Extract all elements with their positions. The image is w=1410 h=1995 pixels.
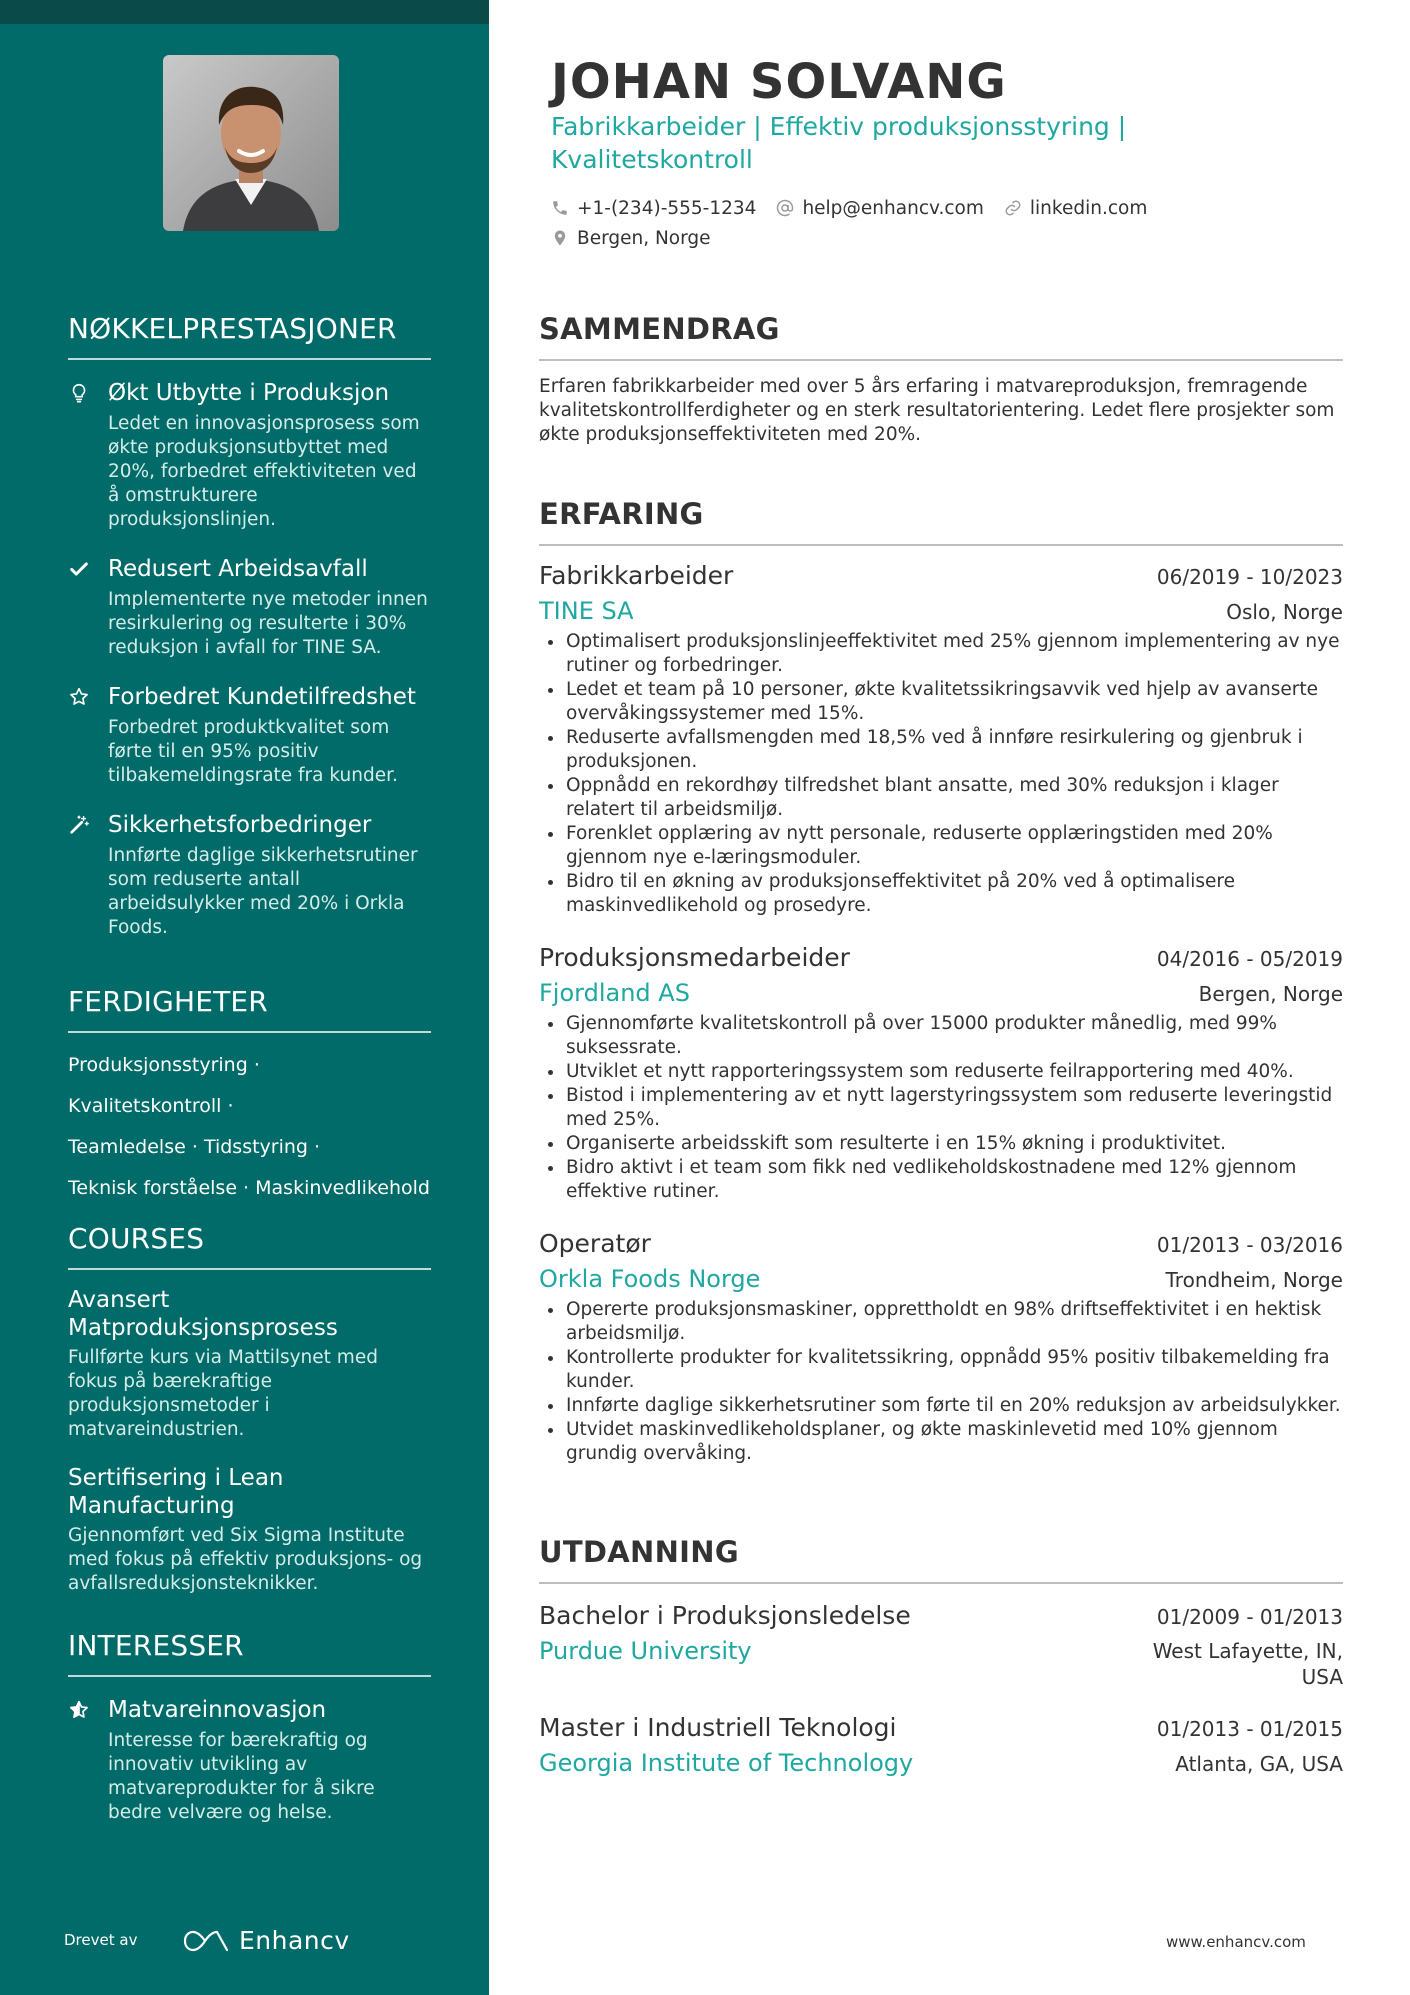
job-bullet: Oppnådd en rekordhøy tilfredshet blant ansatte, med 30% reduksjon i klager relatert til arbeidsmiljø. <box>539 774 1343 822</box>
achievement-desc: Forbedret produktkvalitet som førte til en 95% positiv tilbakemeldingsrate fra kunder. <box>108 717 398 786</box>
job-bullet: Forenklet opplæring av nytt personale, reduserte opplæringstiden med 20% gjennom nye e-læringsmoduler. <box>539 822 1343 870</box>
experience-heading: ERFARING <box>539 497 1343 546</box>
achievement-title: Redusert Arbeidsavfall <box>108 556 368 582</box>
skill-tag: Teknisk forståelse · <box>68 1177 256 1199</box>
education-dates: 01/2013 - 01/2015 <box>1156 1717 1343 1741</box>
courses-heading: COURSES <box>68 1222 431 1270</box>
job-bullet: Opererte produksjonsmaskiner, opprettholdt en 98% driftseffektivitet i en hektisk arbeidsmiljø. <box>539 1298 1343 1346</box>
job-bullet: Optimalisert produksjonslinjeeffektivitet med 25% gjennom implementering av nye rutiner og forbedringer. <box>539 630 1343 678</box>
job-bullets <box>539 630 1343 918</box>
job-location: Oslo, Norge <box>1226 600 1343 624</box>
job-dates: 04/2016 - 05/2019 <box>1156 947 1343 971</box>
job-bullets <box>539 1298 1343 1466</box>
enhancv-logo[interactable] <box>183 1926 350 1955</box>
enhancv-logo-icon <box>183 1929 229 1953</box>
job-title: Operatør <box>539 1229 651 1258</box>
profile-photo <box>163 55 339 231</box>
degree-title: Master i Industriell Teknologi <box>539 1713 897 1742</box>
course-title: Avansert Matproduksjonsprosess <box>68 1287 338 1341</box>
achievement-title: Sikkerhetsforbedringer <box>108 812 372 838</box>
job-bullet: Bidro til en økning av produksjonseffektivitet på 20% ved å optimalisere maskinvedlikehold og prosedyre. <box>539 870 1343 918</box>
interests-heading: INTERESSER <box>68 1629 431 1677</box>
job-bullet: Reduserte avfallsmengden med 18,5% ved å innføre resirkulering og gjenbruk i produksjonen. <box>539 726 1343 774</box>
skill-tag: Teamledelse · <box>68 1136 204 1158</box>
achievement-item <box>68 682 431 788</box>
education-section <box>539 1535 1343 1780</box>
job-dates: 06/2019 - 10/2023 <box>1156 565 1343 589</box>
job-bullet: Utviklet et nytt rapporteringssystem som reduserte feilrapportering med 40%. <box>539 1060 1343 1084</box>
website-link[interactable]: www.enhancv.com <box>1166 1933 1306 1951</box>
education-entry <box>539 1710 1343 1780</box>
job-title: Produksjonsmedarbeider <box>539 943 850 972</box>
interest-item <box>68 1695 431 1825</box>
achievement-item <box>68 378 431 532</box>
job-company: TINE SA <box>539 597 634 625</box>
powered-by-label: Drevet av <box>64 1931 138 1949</box>
job-location: Bergen, Norge <box>1198 982 1343 1006</box>
achievement-title: Økt Utbytte i Produksjon <box>108 380 390 406</box>
job-bullet: Kontrollerte produkter for kvalitetssikring, oppnådd 95% positiv tilbakemelding fra kunder. <box>539 1346 1343 1394</box>
course-desc: Fullførte kurs via Mattilsynet med fokus på bærekraftige produksjonsmetoder i matvareindustrien. <box>68 1347 378 1440</box>
interests-section <box>68 1629 431 1825</box>
job-title: Fabrikkarbeider <box>539 561 734 590</box>
summary-section <box>539 312 1343 447</box>
education-heading: UTDANNING <box>539 1535 1343 1584</box>
job-entry <box>539 558 1343 918</box>
course-item <box>68 1286 431 1442</box>
job-bullet: Innførte daglige sikkerhetsrutiner som førte til en 20% reduksjon av arbeidsulykker. <box>539 1394 1343 1418</box>
job-bullet: Ledet et team på 10 personer, økte kvalitetssikringsavvik ved hjelp av avanserte overvåkingssystemer med 15%. <box>539 678 1343 726</box>
contact-info <box>551 193 1251 253</box>
course-item <box>68 1464 431 1596</box>
checkmark-icon <box>68 554 108 660</box>
achievement-item <box>68 810 431 940</box>
contact-linkedin[interactable]: linkedin.com <box>1004 198 1147 219</box>
interest-desc: Interesse for bærekraftig og innovativ utvikling av matvareprodukter for å sikre bedre velvære og helse. <box>108 1730 375 1823</box>
course-desc: Gjennomført ved Six Sigma Institute med fokus på effektiv produksjons- og avfallsreduksjonsteknikker. <box>68 1525 423 1594</box>
education-entry <box>539 1598 1343 1690</box>
enhancv-brand: Enhancv <box>239 1926 350 1955</box>
achievement-desc: Ledet en innovasjonsprosess som økte produksjonsutbyttet med 20%, forbedret effektiviteten ved å omstrukturere produksjonslinjen. <box>108 413 420 530</box>
job-bullet: Gjennomførte kvalitetskontroll på over 15000 produkter månedlig, med 99% suksessrate. <box>539 1012 1343 1060</box>
school-name: Purdue University <box>539 1637 752 1665</box>
achievement-title: Forbedret Kundetilfredshet <box>108 684 416 710</box>
sidebar <box>0 0 489 1995</box>
job-bullets <box>539 1012 1343 1204</box>
achievement-desc: Implementerte nye metoder innen resirkulering og resulterte i 30% reduksjon i avfall for TINE SA. <box>108 589 428 658</box>
candidate-name: JOHAN SOLVANG <box>551 54 1007 110</box>
education-dates: 01/2009 - 01/2013 <box>1156 1605 1343 1629</box>
skills-list <box>68 1045 431 1209</box>
location-pin-icon <box>551 229 569 247</box>
education-location: Atlanta, GA, USA <box>1175 1752 1343 1776</box>
course-title: Sertifisering i Lean Manufacturing <box>68 1465 284 1519</box>
job-bullet: Bistod i implementering av et nytt lagerstyringssystem som reduserte leveringstid med 25%. <box>539 1084 1343 1132</box>
contact-email[interactable]: help@enhancv.com <box>776 198 983 219</box>
achievements-heading: NØKKELPRESTASJONER <box>68 312 431 360</box>
skill-tag: Kvalitetskontroll · <box>68 1095 234 1117</box>
skills-heading: FERDIGHETER <box>68 985 431 1033</box>
phone-icon <box>551 199 569 217</box>
sidebar-top-bar <box>0 0 489 24</box>
link-icon <box>1004 199 1022 217</box>
achievement-item <box>68 554 431 660</box>
summary-heading: SAMMENDRAG <box>539 312 1343 361</box>
achievement-desc: Innførte daglige sikkerhetsrutiner som reduserte antall arbeidsulykker med 20% i Orkla Foods. <box>108 845 418 938</box>
education-location: West Lafayette, IN, USA <box>1152 1639 1343 1689</box>
job-bullet: Bidro aktivt i et team som fikk ned vedlikeholdskostnadene med 12% gjennom effektive rutiner. <box>539 1156 1343 1204</box>
skills-section <box>68 985 431 1209</box>
summary-text: Erfaren fabrikkarbeider med over 5 års erfaring i matvareproduksjon, fremragende kvalitetskontrollferdigheter og en sterk resultatorientering. Ledet flere prosjekter som økte produksjonseffektiviteten med 20%. <box>539 376 1335 445</box>
magic-wand-icon <box>68 810 108 940</box>
job-bullet: Utvidet maskinvedlikeholdsplaner, og økte maskinlevetid med 10% gjennom grundig overvåking. <box>539 1418 1343 1466</box>
degree-title: Bachelor i Produksjonsledelse <box>539 1601 911 1630</box>
contact-phone[interactable]: +1-(234)-555-1234 <box>551 198 756 219</box>
star-icon <box>68 682 108 788</box>
at-icon <box>776 199 794 217</box>
job-dates: 01/2013 - 03/2016 <box>1156 1233 1343 1257</box>
school-name: Georgia Institute of Technology <box>539 1749 914 1777</box>
job-entry <box>539 1226 1343 1466</box>
job-bullet: Organiserte arbeidsskift som resulterte i en 15% økning i produktivitet. <box>539 1132 1343 1156</box>
skill-tag: Maskinvedlikehold <box>255 1177 430 1199</box>
job-company: Orkla Foods Norge <box>539 1265 761 1293</box>
job-entry <box>539 940 1343 1204</box>
job-location: Trondheim, Norge <box>1165 1268 1343 1292</box>
job-company: Fjordland AS <box>539 979 690 1007</box>
contact-location: Bergen, Norge <box>551 228 711 249</box>
courses-section <box>68 1222 431 1596</box>
interest-title: Matvareinnovasjon <box>108 1697 327 1723</box>
achievements-section <box>68 312 431 940</box>
star-half-icon <box>68 1695 108 1825</box>
skill-tag: Produksjonsstyring · <box>68 1054 260 1076</box>
lightbulb-icon <box>68 378 108 532</box>
skill-tag: Tidsstyring · <box>203 1136 321 1158</box>
experience-section <box>539 497 1343 1466</box>
headline: Fabrikkarbeider | Effektiv produksjonsstyring | Kvalitetskontroll <box>551 112 1127 174</box>
